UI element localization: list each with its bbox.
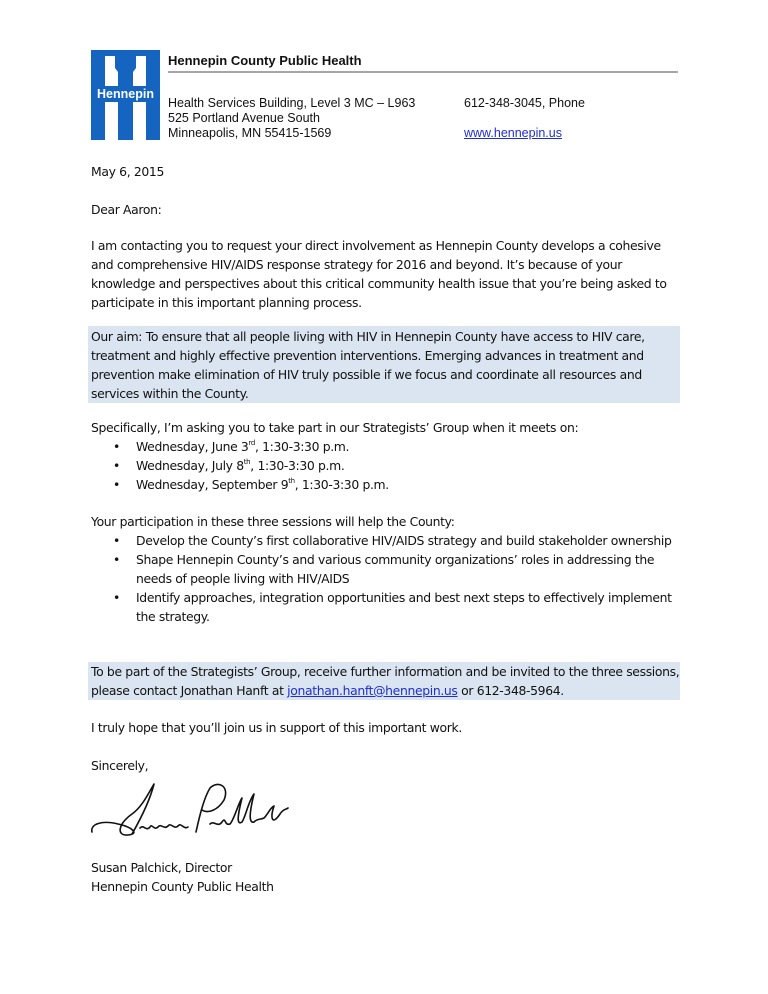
bullet-icon: • [113,552,120,567]
closing: Sincerely, [91,758,149,773]
address-line-2: 525 Portland Avenue South [168,111,320,125]
bullet-icon: • [113,477,120,492]
meeting-item: • Wednesday, July 8th, 1:30-3:30 p.m. [113,458,345,473]
closing-hope: I truly hope that you’ll join us in support of this important work. [91,720,462,735]
letter-date: May 6, 2015 [91,164,164,179]
address-line-3: Minneapolis, MN 55415-1569 [168,126,332,140]
bullet-icon: • [113,458,120,473]
benefit-item: • Develop the County’s first collaborative HIV/AIDS strategy and build stakeholder ownership [113,533,672,548]
meetings-list [91,437,681,494]
signer-organization: Hennepin County Public Health [91,879,274,894]
meeting-item: • Wednesday, September 9th, 1:30-3:30 p.m. [113,477,389,492]
address-line-1: Health Services Building, Level 3 MC – L963 [168,96,416,110]
phone-number: 612-348-3045, Phone [464,96,585,110]
signer-name-title: Susan Palchick, Director [91,860,232,875]
benefits-list [91,531,691,626]
benefit-item: • Identify approaches, integration opportunities and best next steps to effectively implement the strategy. [113,590,672,624]
logo-text: Hennepin [97,87,154,101]
website-link[interactable]: www.hennepin.us [464,126,562,140]
bullet-icon: • [113,590,120,605]
bullet-icon: • [113,533,120,548]
intro-paragraph: I am contacting you to request your direct involvement as Hennepin County develops a cohesive and comprehensive HIV/AIDS response strategy for 2016 and beyond. It’s because of your knowledge and perspectives about this critical community health issue that you’re being asked to participate in this important planning process. [91,238,667,310]
aim-paragraph: Our aim: To ensure that all people living with HIV in Hennepin County have access to HIV care, treatment and highly effective prevention interventions. Emerging advances in treatment and prevention make elimination of HIV truly possible if we focus and coordinate all resources and services within the County. [88,326,680,403]
signature-image [88,780,293,840]
salutation: Dear Aaron: [91,202,162,217]
benefit-item: • Shape Hennepin County’s and various community organizations’ roles in addressing the needs of people living with HIV/AIDS [113,552,655,586]
meeting-item: • Wednesday, June 3rd, 1:30-3:30 p.m. [113,439,350,454]
bullet-icon: • [113,439,120,454]
benefits-intro: Your participation in these three sessions will help the County: [91,514,455,529]
contact-paragraph: To be part of the Strategists’ Group, receive further information and be invited to the three sessions, please contact Jonathan Hanft at jonathan.hanft@hennepin.us or 612-348-5964. [88,662,680,700]
letterhead-divider [168,71,678,73]
meetings-intro: Specifically, I’m asking you to take part in our Strategists’ Group when it meets on: [91,420,579,435]
org-name: Hennepin County Public Health [168,53,362,68]
contact-email-link[interactable]: jonathan.hanft@hennepin.us [287,683,458,698]
hennepin-logo [91,50,160,140]
